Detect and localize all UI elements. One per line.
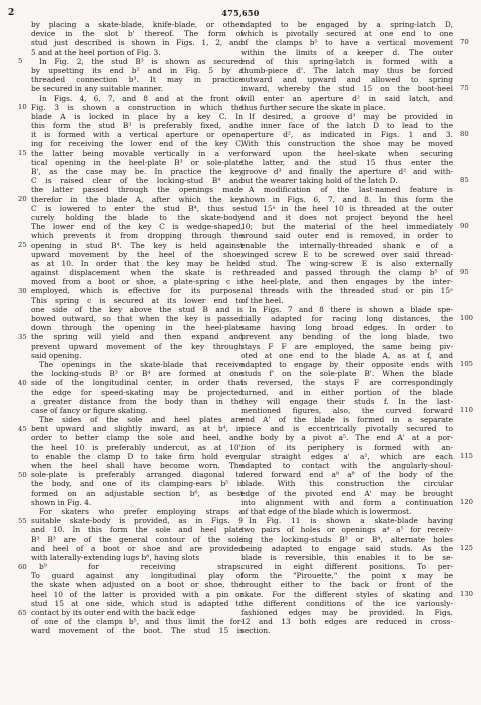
text-line: and heel of a boot or shoe and are provided	[31, 543, 243, 553]
line-number: 30	[18, 286, 27, 295]
text-line: the different conditions of the ice variously-	[241, 598, 453, 608]
text-line: studs f' on the sole-plate B'. When the blade	[241, 369, 453, 379]
text-line: prevent any bending of the long blade, two	[241, 332, 453, 342]
line-number: 35	[18, 332, 27, 341]
text-line: stud 15ᵃ in the heel 10 is threaded at the outer	[241, 203, 453, 213]
text-line: To guard against any longitudinal play of	[31, 571, 243, 581]
text-line: edge of the pivoted end A' may be brought	[241, 488, 453, 498]
text-line: Fig. 3 is shown a construction in which the	[31, 102, 243, 112]
text-line: 5 and at the heel portion of Fig. 3.	[31, 47, 161, 57]
line-number: 65	[18, 608, 27, 617]
text-line: C is raised clear of the locking-stud B⁴ and	[31, 176, 243, 186]
text-line: thus further secure the skate in place.	[241, 102, 386, 112]
text-line: into alignment with and form a continuation	[241, 497, 453, 507]
text-line: within the limits of a keeper d. The outer	[241, 47, 453, 57]
text-line: employed, which is effective for its purpose.	[31, 286, 243, 296]
text-line: forward upon the heel-skate when securing	[241, 148, 453, 158]
text-line: they will engage their studs f. In the last-	[241, 396, 453, 406]
text-line: around said outer end is removed, in order to	[241, 231, 453, 241]
text-line: enable the internally-threaded shank e of a	[241, 240, 453, 250]
text-line: of the heel.	[241, 295, 284, 305]
text-line: cially adapted for racing long distances, the	[241, 314, 453, 323]
text-line: it is formed with a vertical aperture or open-	[31, 130, 243, 140]
text-line: The openings in the skate-blade that receive	[39, 359, 243, 369]
text-line: the latter being movable vertically in a ver-	[31, 148, 243, 158]
text-line: ing the locking-studs B³ or B⁴, alternate holes	[241, 534, 453, 544]
text-line: B', as the case may be. In practice the key	[31, 167, 243, 176]
text-line: The lower end of the key C is wedge-shaped,	[31, 222, 243, 232]
line-number: 60	[18, 562, 27, 571]
text-line: blade. With this construction the circular	[241, 479, 453, 489]
text-line: ing for receiving the lower end of the key C,	[31, 139, 243, 149]
text-line: ward movement of the boot. The stud 15 is	[31, 626, 243, 636]
line-number: 90	[460, 222, 469, 231]
text-line: blade A is locked in place by a key C. In	[31, 111, 243, 121]
text-line: will enter an aperture d² in said latch, and	[241, 93, 453, 103]
text-line: sole-plate is preferably arranged diagonal to	[31, 470, 243, 480]
line-number: 70	[460, 38, 469, 47]
text-line: In Fig. 2, the stud B³ is shown as secured	[39, 56, 243, 66]
right-text-column	[241, 20, 453, 636]
text-line: end and it does not project beyond the heel	[241, 212, 453, 222]
left-text-column	[31, 20, 243, 636]
text-line: the heel 10 is preferably undercut, as at 10',	[31, 442, 243, 452]
text-line: which prevents it from dropping through the	[31, 231, 243, 241]
text-line: the edge for speed-skating may be projected	[31, 387, 243, 397]
text-line: b⁹ for receiving straps.	[39, 562, 243, 572]
text-line: formed on an adjustable section b⁶, as best	[31, 488, 243, 498]
line-number: 125	[460, 544, 473, 553]
line-number: 55	[18, 516, 27, 525]
text-line: adapted to engage by their opposite ends with	[241, 359, 453, 369]
text-line: the body, and one of its clamping-ears b⁵ is	[31, 479, 243, 489]
text-line: nal threads with the threaded stud or pin 15ᵃ	[241, 286, 453, 296]
line-number: 10	[18, 102, 27, 111]
text-line: The sides of the sole and heel plates are	[39, 415, 243, 425]
text-line: threaded and passed through the clamp b⁵ of	[241, 268, 453, 278]
line-number: 75	[460, 84, 469, 93]
line-number: 85	[460, 176, 469, 185]
text-line: end of this spring-latch is formed with a	[241, 56, 453, 66]
text-line: groove d³ and finally the aperture d² and with-	[241, 167, 453, 176]
text-line: A modification of the last-named feature is	[249, 185, 453, 195]
text-line: contact by its outer end with the back edge	[31, 608, 196, 617]
text-line: 10; but the material of the heel immediately	[241, 222, 453, 232]
text-line: dered forward end a⁸ a⁸ of the body of the	[241, 470, 453, 480]
text-line: suitable skate-body is provided, as in Figs. 9	[31, 516, 243, 526]
text-line: and 10. In this form the sole and heel plate	[31, 525, 243, 535]
text-line: gular straight edges a' a², which are each	[241, 451, 453, 461]
text-line: blade is reversible, this enables it to be se-	[241, 552, 453, 562]
text-line: which is pivotally secured at one end to one	[241, 29, 453, 39]
text-line: winged screw E to be screwed over said thread-	[241, 249, 453, 259]
text-line: For skaters who prefer employing straps a	[39, 506, 243, 516]
text-line: one side of the key above the stud B and is	[31, 304, 243, 314]
text-line: down through the opening in the heel-plate	[31, 323, 243, 333]
line-number: 5	[18, 56, 23, 65]
line-number: 45	[18, 424, 27, 433]
line-number: 110	[460, 406, 473, 415]
line-number: 40	[18, 378, 27, 387]
line-number: 15	[18, 148, 27, 157]
text-line: oted at one end to the blade A, as at f, and	[241, 350, 453, 360]
text-line: stud 15 at one side, which stud is adapted to	[31, 598, 243, 608]
text-line: tion of its periphery is formed with an-	[241, 442, 453, 452]
text-line: side of the longitudinal center, in order that	[31, 378, 243, 388]
text-line: with laterally-extending lugs b⁸, having slots	[31, 552, 200, 562]
line-number: 100	[460, 314, 473, 323]
text-line: bent upward and slightly inward, as at b⁴, in	[31, 424, 243, 434]
text-line: stays F F are employed, the same being piv-	[241, 341, 453, 351]
text-line: the skate when adjusted on a boot or shoe, the	[31, 580, 243, 590]
text-line: the latter, and the stud 15 thus enter the	[241, 157, 453, 167]
text-line: adapted to contact with the angularly-shoul-	[241, 461, 453, 470]
text-line: threaded connection b³. It may in practice	[31, 75, 243, 85]
text-line: inward, whereby the stud 15 on the boot-heel	[241, 84, 453, 94]
text-line: bowed outward, so that when the key is passed	[31, 314, 243, 323]
text-line: aperture d², as indicated in Figs. 1 and 3.	[241, 130, 453, 140]
text-line: being adapted to engage said studs. As the	[241, 543, 453, 553]
text-line: device in the slot b' thereof. The form of	[31, 29, 243, 39]
text-line: ed stud. The wing-screw E is also externally	[241, 258, 453, 268]
line-number: 80	[460, 130, 469, 139]
text-line: turned, and in either portion of the blade	[241, 387, 453, 397]
text-line: by placing a skate-blade, knife-blade, or other	[31, 20, 243, 29]
text-line: said opening.	[31, 350, 82, 360]
line-number: 20	[18, 194, 27, 203]
line-number: 105	[460, 360, 473, 369]
text-line: With this construction the shoe may be moved	[241, 139, 453, 149]
line-number: 50	[18, 470, 27, 479]
text-line: case of fancy or figure skating.	[31, 405, 148, 415]
text-line: brought either to the back or front of the	[241, 580, 453, 590]
text-line: the inner face of the latch D to lead to the	[241, 121, 453, 131]
text-line: stud just described is shown in Figs. 1, 2, and	[31, 38, 243, 48]
text-line: moved from a boot or shoe, a plate-spring c is	[31, 277, 243, 287]
text-line: In Figs. 4, 6, 7, and 8 and at the front of	[39, 93, 243, 103]
line-number: 95	[460, 268, 469, 277]
line-number: 115	[460, 452, 473, 461]
text-line: therefor in the blade A, after which the key	[31, 194, 243, 204]
text-line: two pairs of holes or openings a⁴ a⁵ for receiv-	[241, 525, 453, 535]
line-number: 25	[18, 240, 27, 249]
text-line: be secured in any suitable manner.	[31, 84, 163, 94]
text-line: by upsetting its end b² and in Fig. 5 by a	[31, 65, 243, 75]
text-line: In Fig. 11 is shown a skate-blade having	[249, 516, 453, 526]
page-number: 2	[8, 8, 15, 18]
text-line: In Figs. 7 and 8 there is shown a blade spe-	[249, 304, 453, 314]
text-line: curely holding the blade to the skate-body.	[31, 212, 243, 222]
text-line: against displacement when the skate is re-	[31, 268, 243, 278]
text-line: the locking-studs B³ or B⁴ are formed at one	[31, 369, 243, 379]
text-line: 12 and 13 both edges are reduced in cross-	[241, 617, 453, 627]
text-line: tical opening in the heel-plate B³ or sole-plate	[31, 157, 243, 167]
text-line: skate. For the different styles of skating and	[241, 589, 453, 599]
text-line: when the heel shall have become worn. The	[31, 461, 243, 470]
text-line: This spring c is secured at its lower end to	[31, 295, 243, 305]
text-line: adapted to be engaged by a spring-latch D,	[241, 20, 453, 29]
text-line: heel 10 of the latter is provided with a pin or	[31, 589, 243, 599]
text-line: the spring will yield and then expand and	[31, 332, 243, 342]
text-line: this form the stud B³ is preferably fixed, and	[31, 121, 243, 131]
text-line: end A' of the blade is formed in a separate	[241, 415, 453, 425]
text-line: C is lowered to enter the stud B⁴, thus se-	[31, 203, 243, 213]
text-line: cured in eight different positions. To per-	[241, 562, 453, 572]
text-line: opening in stud B⁴. The key is held against	[31, 240, 243, 250]
text-line: piece and is eccentrically pivotally secured to	[241, 424, 453, 434]
text-line: form the "Pirouette," the point x may be	[241, 571, 453, 581]
text-line: as at 10. In order that the key may be held	[31, 258, 243, 268]
text-line: of one of the clamps b⁵, and thus limit the for-	[31, 617, 243, 627]
text-line: same having long broad edges. In order to	[241, 323, 453, 333]
text-line: B³ B³ are of the general contour of the sole	[31, 534, 243, 544]
line-number: 130	[460, 590, 473, 599]
text-line: upward movement by the heel of the shoe,	[31, 249, 243, 259]
text-line: to enable the clamp D to take firm hold even	[31, 451, 243, 461]
text-line: order to better clamp the sole and heel, and	[31, 433, 243, 443]
text-line: of that edge of the blade which is lowermost.	[241, 506, 412, 516]
text-line: fashioned edges may be provided. In Figs.	[241, 608, 453, 617]
text-line: mentioned figures, also, the curved forward	[241, 405, 453, 415]
text-line: is reversed, the stays F are correspondingly	[241, 378, 453, 388]
text-line: thumb-piece d'. The latch may thus be forced	[241, 65, 453, 75]
text-line: shown in Figs. 6, 7, and 8. In this form the	[241, 194, 453, 204]
text-line: out the wearer taking hold of the latch D.	[241, 176, 398, 186]
text-line: of the clamps b⁵ to have a vertical movement	[241, 38, 453, 48]
text-line: shown in Fig. 4.	[31, 497, 92, 507]
text-line: If desired, a groove d³ may be provided in	[249, 111, 453, 121]
line-number: 120	[460, 498, 473, 507]
text-line: section.	[241, 626, 271, 636]
text-line: prevent upward movement of the key through	[31, 341, 243, 351]
text-line: the latter passed through the openings made	[31, 185, 243, 195]
text-line: the body by a pivot a⁵. The end A' at a por-	[241, 433, 453, 443]
text-line: outward and upward and allowed to spring	[241, 75, 453, 85]
text-line: the heel-plate, and then engages by the inter-	[241, 277, 453, 287]
text-line: a greater distance from the body than in the	[31, 396, 243, 406]
patent-number: 475,650	[221, 8, 260, 18]
